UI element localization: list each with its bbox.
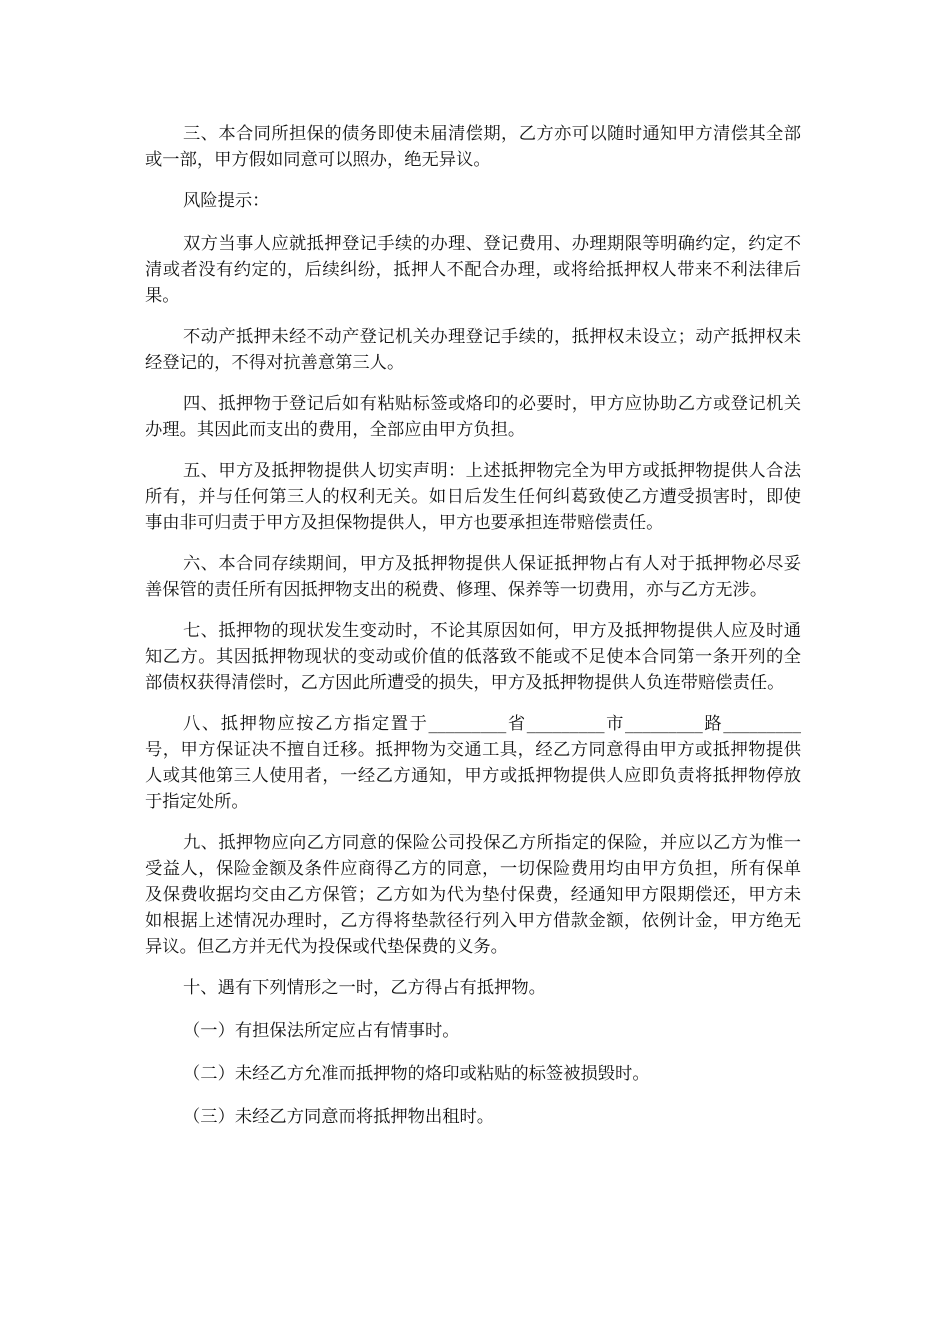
clause-9-paragraph: 九、抵押物应向乙方同意的保险公司投保乙方所指定的保险，并应以乙方为惟一受益人，保险金额及条件应商得乙方的同意，一切保险费用均由甲方负担，所有保单及保费收据均交由乙方保管；乙方如为代为垫付保费，经通知甲方限期偿还，甲方未如根据上述情况办理时，乙方得将垫款径行列入甲方借款金额，依例计金，甲方绝无异议。但乙方并无代为投保或代垫保费的义务。 [145,833,801,957]
clause-6-paragraph: 六、本合同存续期间，甲方及抵押物提供人保证抵押物占有人对于抵押物必尽妥善保管的责任所有因抵押物支出的税费、修理、保养等一切费用，亦与乙方无涉。 [145,554,801,600]
clause-10-item-3: （三）未经乙方同意而将抵押物出租时。 [183,1107,495,1127]
risk-notice-paragraph-1: 双方当事人应就抵押登记手续的办理、登记费用、办理期限等明确约定，约定不清或者没有约定的，后续纠纷，抵押人不配合办理，或将给抵押权人带来不利法律后果。 [145,234,801,306]
risk-notice-heading: 风险提示： [183,191,270,211]
clause-10-item-2: （二）未经乙方允准而抵押物的烙印或粘贴的标签被损毁时。 [183,1064,650,1084]
clause-7-paragraph: 七、抵押物的现状发生变动时，不论其原因如何，甲方及抵押物提供人应及时通知乙方。其因抵押物现状的变动或价值的低落致不能或不足使本合同第一条开列的全部债权获得清偿时，乙方因此所遭受的损失，甲方及抵押物提供人负连带赔偿责任。 [145,621,801,693]
clause-8-paragraph: 八、抵押物应按乙方指定置于_________省_________市_________路_________号，甲方保证决不擅自迁移。抵押物为交通工具，经乙方同意得由甲方或抵押物提供人或其他第三人使用者，一经乙方通知，甲方或抵押物提供人应即负责将抵押物停放于指定处所。 [145,714,801,812]
document-page [145,121,801,1147]
clause-4-paragraph: 四、抵押物于登记后如有粘贴标签或烙印的必要时，甲方应协助乙方或登记机关办理。其因此而支出的费用，全部应由甲方负担。 [145,394,801,440]
clause-10-item-1: （一）有担保法所定应占有情事时。 [183,1021,460,1041]
clause-3-paragraph: 三、本合同所担保的债务即使未届清偿期，乙方亦可以随时通知甲方清偿其全部或一部，甲方假如同意可以照办，绝无异议。 [145,124,801,170]
clause-10-paragraph: 十、遇有下列情形之一时，乙方得占有抵押物。 [183,978,546,998]
clause-5-paragraph: 五、甲方及抵押物提供人切实声明：上述抵押物完全为甲方或抵押物提供人合法所有，并与任何第三人的权利无关。如日后发生任何纠葛致使乙方遭受损害时，即使事由非可归责于甲方及担保物提供人，甲方也要承担连带赔偿责任。 [145,461,801,533]
risk-notice-paragraph-2: 不动产抵押未经不动产登记机关办理登记手续的，抵押权未设立；动产抵押权未经登记的，不得对抗善意第三人。 [145,327,801,373]
